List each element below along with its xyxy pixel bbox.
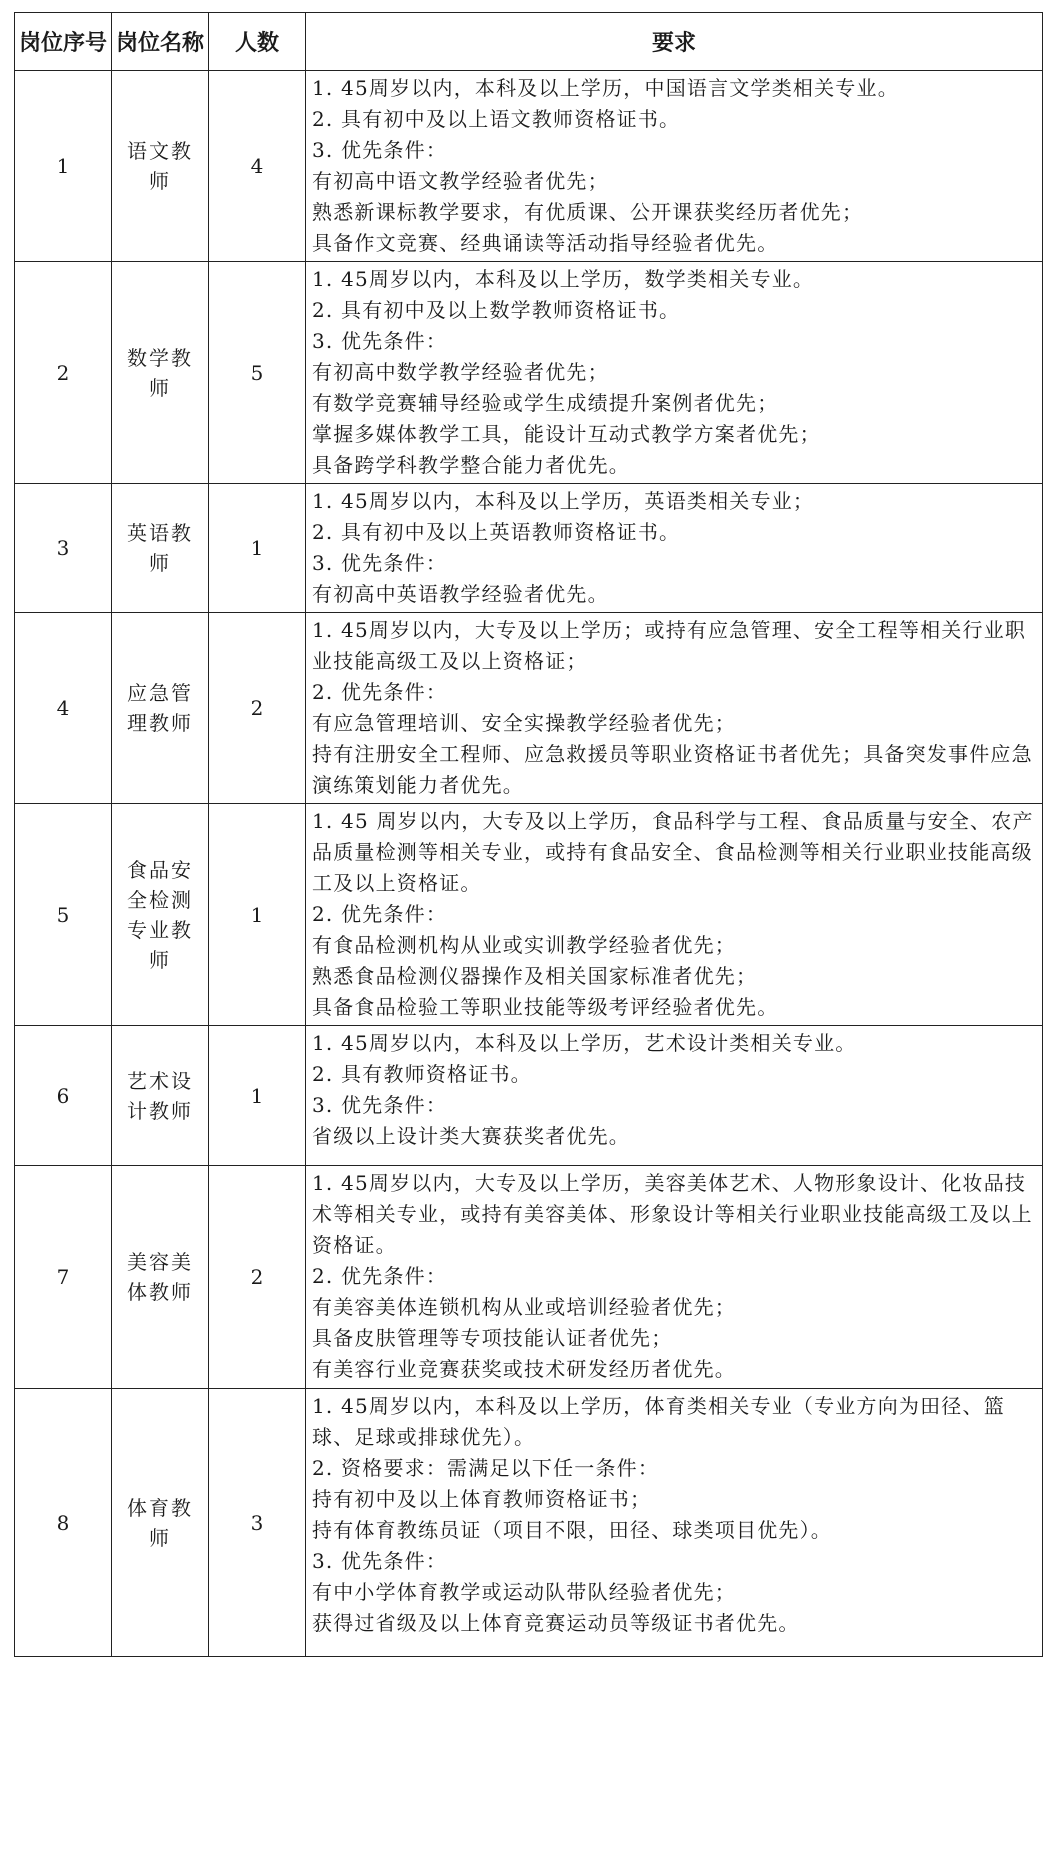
cell-position-no: 5 <box>15 804 112 1026</box>
cell-position-no: 4 <box>15 613 112 804</box>
cell-headcount: 4 <box>209 71 306 262</box>
requirement-line: 1. 45周岁以内，大专及以上学历，美容美体艺术、人物形象设计、化妆品技术等相关专业，或持有美容美体、形象设计等相关行业职业技能高级工及以上资格证。 <box>312 1171 1033 1257</box>
requirement-line: 1. 45周岁以内，本科及以上学历，艺术设计类相关专业。 <box>312 1031 857 1055</box>
table-row <box>15 613 1043 804</box>
table-row <box>15 1389 1043 1657</box>
position-name-text: 英语教师 <box>127 521 193 575</box>
requirement-line: 有美容美体连锁机构从业或培训经验者优先； <box>312 1295 736 1319</box>
cell-headcount: 2 <box>209 1166 306 1389</box>
cell-position-no: 1 <box>15 71 112 262</box>
table-header-row <box>15 13 1043 71</box>
cell-requirements <box>306 804 1043 1026</box>
cell-position-name <box>112 613 209 804</box>
cell-requirements <box>306 262 1043 484</box>
requirement-line: 熟悉食品检测仪器操作及相关国家标准者优先； <box>312 964 758 988</box>
requirement-line: 持有体育教练员证（项目不限，田径、球类项目优先）。 <box>312 1518 832 1542</box>
cell-position-name <box>112 71 209 262</box>
requirement-line: 获得过省级及以上体育竞赛运动员等级证书者优先。 <box>312 1611 800 1635</box>
requirement-line: 3. 优先条件： <box>312 1549 448 1573</box>
requirement-line: 有初高中语文教学经验者优先； <box>312 169 609 193</box>
requirement-line: 具备食品检验工等职业技能等级考评经验者优先。 <box>312 995 779 1019</box>
requirement-line: 1. 45周岁以内，本科及以上学历，数学类相关专业。 <box>312 267 815 291</box>
requirement-line: 具备跨学科教学整合能力者优先。 <box>312 453 630 477</box>
table-row <box>15 1166 1043 1389</box>
header-position-name: 岗位名称 <box>112 13 209 71</box>
position-name-text: 应急管理教师 <box>127 681 193 735</box>
cell-position-no: 3 <box>15 484 112 613</box>
requirement-line: 持有初中及以上体育教师资格证书； <box>312 1487 652 1511</box>
requirement-line: 2. 具有初中及以上数学教师资格证书。 <box>312 298 681 322</box>
requirement-line: 1. 45周岁以内，本科及以上学历，英语类相关专业； <box>312 489 815 513</box>
requirement-line: 3. 优先条件： <box>312 1093 448 1117</box>
cell-position-no: 7 <box>15 1166 112 1389</box>
cell-requirements <box>306 71 1043 262</box>
requirement-line: 有初高中英语教学经验者优先。 <box>312 582 609 606</box>
table-row <box>15 484 1043 613</box>
requirement-line: 具备作文竞赛、经典诵读等活动指导经验者优先。 <box>312 231 779 255</box>
position-name-text: 美容美体教师 <box>127 1250 193 1304</box>
requirement-line: 1. 45周岁以内，大专及以上学历；或持有应急管理、安全工程等相关行业职业技能高级工及以上资格证； <box>312 618 1027 673</box>
requirement-line: 3. 优先条件： <box>312 551 448 575</box>
requirement-line: 2. 资格要求：需满足以下任一条件： <box>312 1456 660 1480</box>
cell-headcount: 1 <box>209 804 306 1026</box>
header-headcount: 人数 <box>209 13 306 71</box>
position-name-text: 食品安全检测专业教师 <box>127 857 193 972</box>
cell-requirements <box>306 484 1043 613</box>
cell-position-name <box>112 262 209 484</box>
cell-headcount: 1 <box>209 1026 306 1166</box>
header-position-no: 岗位序号 <box>15 13 112 71</box>
requirement-line: 有数学竞赛辅导经验或学生成绩提升案例者优先； <box>312 391 779 415</box>
table-body <box>15 71 1043 1657</box>
cell-position-no: 6 <box>15 1026 112 1166</box>
requirement-line: 3. 优先条件： <box>312 329 448 353</box>
recruitment-table-sheet <box>14 12 1042 1657</box>
position-name-text: 艺术设计教师 <box>127 1068 193 1123</box>
requirement-line: 2. 具有教师资格证书。 <box>312 1062 532 1086</box>
cell-headcount: 2 <box>209 613 306 804</box>
requirement-line: 2. 具有初中及以上语文教师资格证书。 <box>312 107 681 131</box>
requirement-line: 掌握多媒体教学工具，能设计互动式教学方案者优先； <box>312 422 821 446</box>
cell-position-name <box>112 1389 209 1657</box>
requirement-line: 具备皮肤管理等专项技能认证者优先； <box>312 1326 673 1350</box>
requirement-line: 2. 具有初中及以上英语教师资格证书。 <box>312 520 681 544</box>
cell-requirements <box>306 1389 1043 1657</box>
cell-headcount: 1 <box>209 484 306 613</box>
requirement-line: 2. 优先条件： <box>312 680 448 704</box>
requirement-line: 2. 优先条件： <box>312 1264 448 1288</box>
position-name-text: 数学教师 <box>127 345 193 400</box>
requirement-line: 省级以上设计类大赛获奖者优先。 <box>312 1124 630 1148</box>
requirement-line: 3. 优先条件： <box>312 138 448 162</box>
cell-position-no: 2 <box>15 262 112 484</box>
requirement-line: 1. 45周岁以内，本科及以上学历，中国语言文学类相关专业。 <box>312 76 899 100</box>
cell-position-name <box>112 1026 209 1166</box>
table-row <box>15 804 1043 1026</box>
requirement-line: 持有注册安全工程师、应急救援员等职业资格证书者优先；具备突发事件应急演练策划能力者优先。 <box>312 742 1033 797</box>
requirement-line: 有食品检测机构从业或实训教学经验者优先； <box>312 933 736 957</box>
requirement-line: 熟悉新课标教学要求，有优质课、公开课获奖经历者优先； <box>312 200 864 224</box>
requirement-line: 2. 优先条件： <box>312 902 448 926</box>
requirement-line: 有应急管理培训、安全实操教学经验者优先； <box>312 711 736 735</box>
cell-requirements <box>306 1026 1043 1166</box>
cell-requirements <box>306 613 1043 804</box>
cell-position-no: 8 <box>15 1389 112 1657</box>
table-row <box>15 71 1043 262</box>
position-name-text: 体育教师 <box>127 1495 193 1550</box>
requirement-line: 有美容行业竞赛获奖或技术研发经历者优先。 <box>312 1357 736 1381</box>
cell-headcount: 5 <box>209 262 306 484</box>
cell-requirements <box>306 1166 1043 1389</box>
recruitment-table <box>14 12 1043 1657</box>
header-requirements: 要求 <box>306 13 1043 71</box>
cell-position-name <box>112 484 209 613</box>
requirement-line: 有中小学体育教学或运动队带队经验者优先； <box>312 1580 736 1604</box>
requirement-line: 1. 45周岁以内，本科及以上学历，体育类相关专业（专业方向为田径、篮球、足球或排球优先）。 <box>312 1394 1005 1449</box>
table-row <box>15 262 1043 484</box>
position-name-text: 语文教师 <box>127 139 193 193</box>
requirement-line: 1. 45 周岁以内，大专及以上学历，食品科学与工程、食品质量与安全、农产品质量检测等相关专业，或持有食品安全、食品检测等相关行业职业技能高级工及以上资格证。 <box>312 809 1034 895</box>
cell-position-name <box>112 1166 209 1389</box>
cell-position-name <box>112 804 209 1026</box>
requirement-line: 有初高中数学教学经验者优先； <box>312 360 609 384</box>
table-row <box>15 1026 1043 1166</box>
cell-headcount: 3 <box>209 1389 306 1657</box>
